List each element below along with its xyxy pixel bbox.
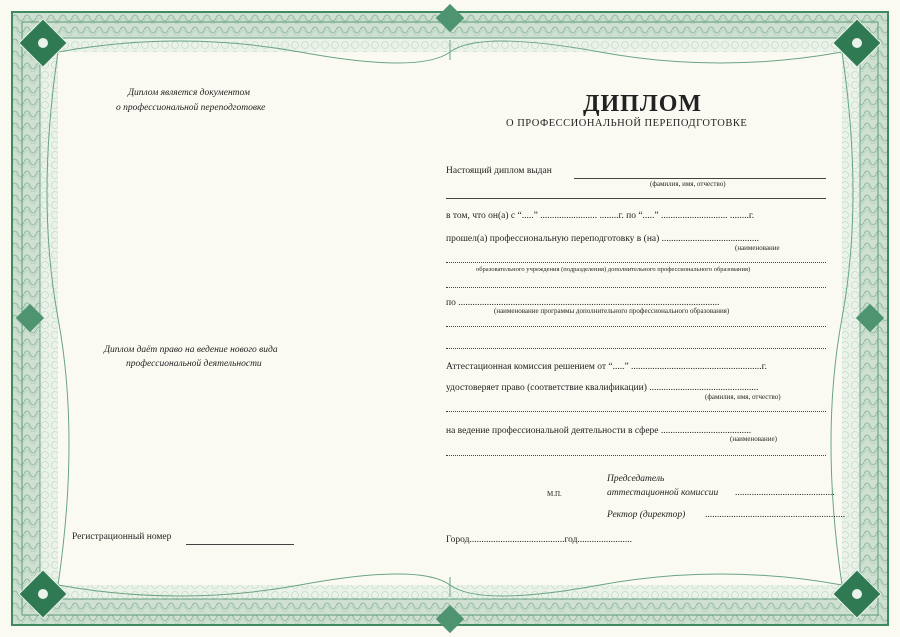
institution-dots-2	[446, 287, 826, 288]
issued-hint: (фамилия, имя, отчество)	[650, 180, 726, 188]
period-line: в том, что он(а) с “.....” ........................ ........г. по “.....” ............................ ........г.	[446, 211, 755, 221]
training-line: прошел(а) профессиональную переподготовку в (на) .........................................	[446, 234, 760, 244]
diploma-subtitle: О ПРОФЕССИОНАЛЬНОЙ ПЕРЕПОДГОТОВКЕ	[506, 118, 748, 129]
certifies-line: удостоверяет право (соответствие квалификации) ..............................................	[446, 383, 759, 393]
registration-line	[186, 544, 294, 545]
left-rights-line1: Диплом даёт право на ведение нового вида	[104, 345, 278, 355]
program-dots	[446, 326, 826, 327]
naming-hint: (наименование	[735, 244, 780, 252]
issued-line-2	[446, 198, 826, 199]
sphere-dots	[446, 455, 826, 456]
registration-label: Регистрационный номер	[72, 532, 172, 542]
rector-signature-line: ...........................................................	[705, 510, 846, 520]
chair-label-line1: Председатель	[607, 474, 665, 484]
certifies-dots	[446, 411, 826, 412]
sphere-hint: (наименование)	[730, 435, 777, 443]
diploma-title: ДИПЛОМ	[583, 91, 703, 117]
issued-line	[574, 178, 826, 179]
seal-placeholder: М.П.	[547, 490, 562, 498]
rector-label: Ректор (директор)	[607, 510, 686, 520]
left-header-line1: Диплом является документом	[128, 88, 250, 98]
program-dots-2	[446, 348, 826, 349]
institution-dots	[446, 262, 826, 263]
city-year-line: Город........................................год.......................	[446, 535, 633, 545]
chair-label-line2: аттестационной комиссии	[607, 488, 719, 498]
issued-label: Настоящий диплом выдан	[446, 166, 552, 176]
commission-line: Аттестационная комиссия решением от “.....” .......................................................г.	[446, 362, 767, 372]
left-header-line2: о профессиональной переподготовке	[116, 103, 266, 113]
left-rights-line2: профессиональной деятельности	[126, 359, 262, 369]
institution-hint: образовательного учреждения (подразделения) дополнительного профессионального образования)	[476, 266, 751, 273]
chair-signature-line: ..........................................	[735, 488, 835, 498]
program-hint: (наименование программы дополнительного профессионального образования)	[494, 307, 730, 315]
program-line: по ..............................................................................................................	[446, 298, 720, 308]
sphere-line: на ведение профессиональной деятельности в сфере ......................................	[446, 426, 752, 436]
fio-hint: (фамилия, имя, отчество)	[705, 393, 781, 401]
